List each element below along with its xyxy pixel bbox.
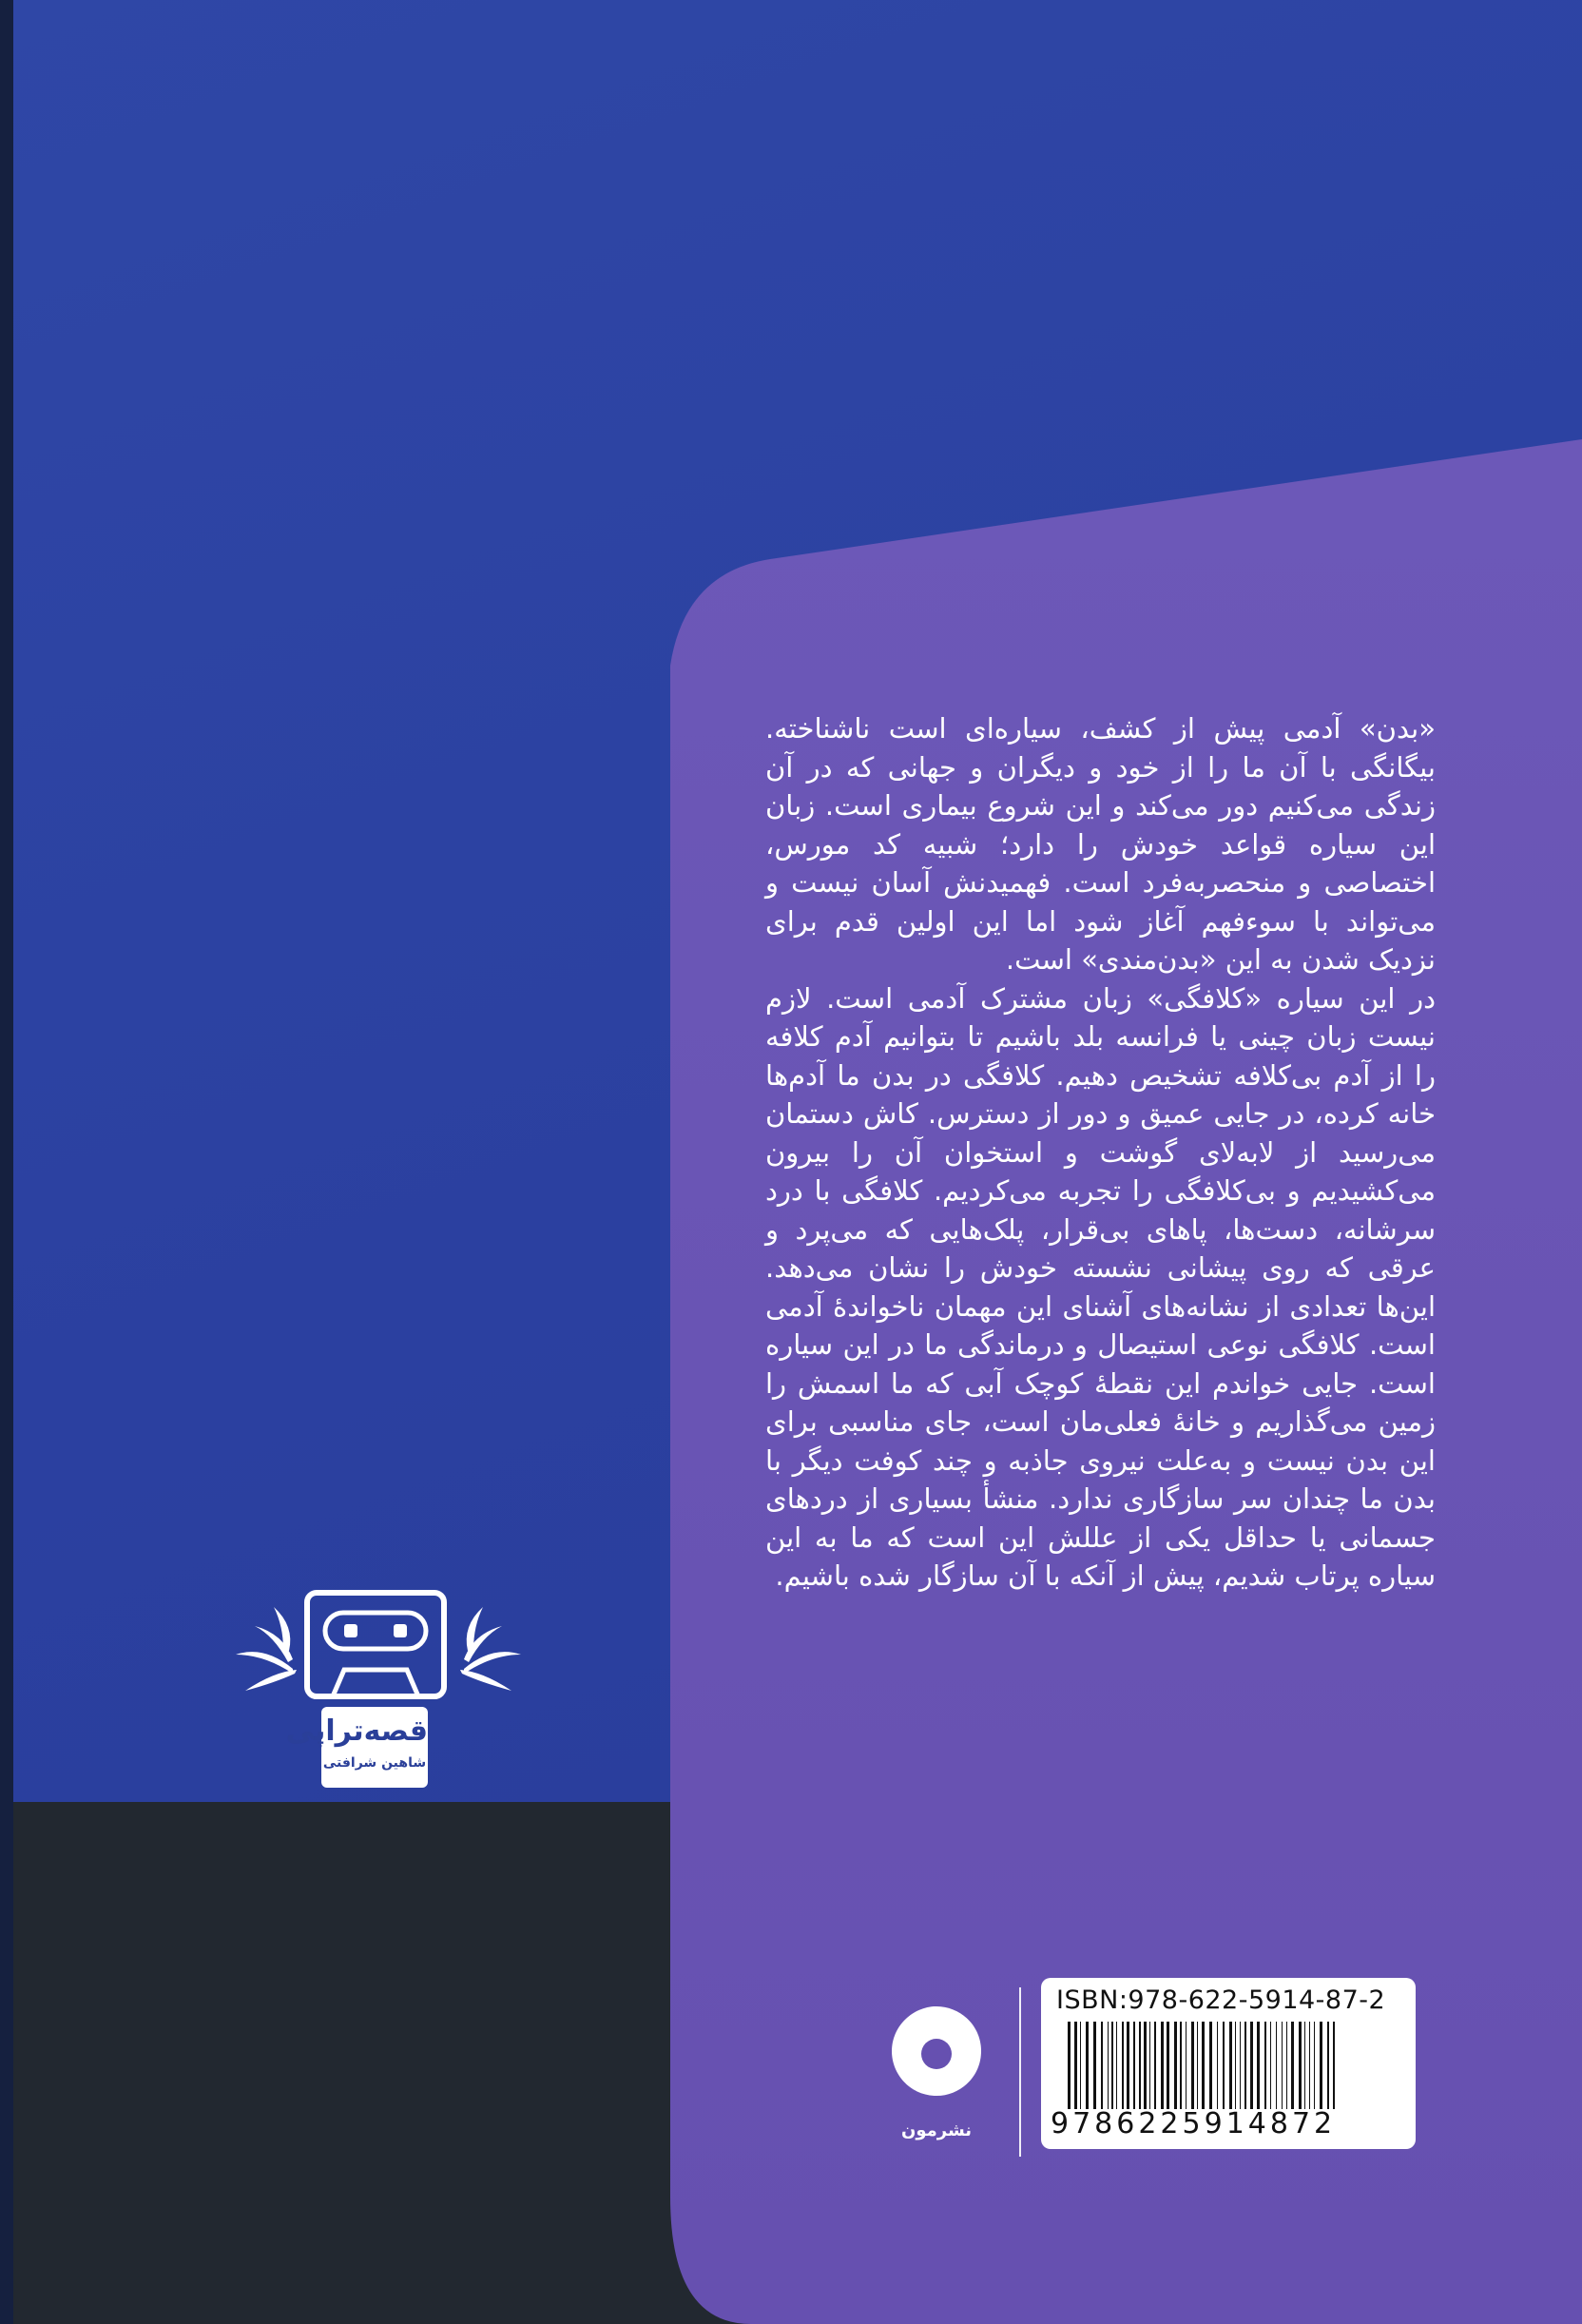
barcode-bar bbox=[1276, 2022, 1277, 2109]
barcode-bar bbox=[1270, 2022, 1271, 2109]
barcode-bar bbox=[1116, 2022, 1117, 2109]
barcode-bar bbox=[1304, 2022, 1305, 2109]
barcode-bar bbox=[1240, 2022, 1241, 2109]
barcode bbox=[1068, 2022, 1389, 2109]
barcode-bar bbox=[1101, 2022, 1103, 2109]
cassette-tape-icon bbox=[304, 1590, 447, 1699]
circle-mark-icon bbox=[884, 1999, 989, 2103]
barcode-bar bbox=[1314, 2022, 1315, 2109]
barcode-bar bbox=[1320, 2022, 1322, 2109]
barcode-bar bbox=[1229, 2022, 1232, 2109]
barcode-bar bbox=[1191, 2022, 1194, 2109]
barcode-bar bbox=[1127, 2022, 1129, 2109]
isbn-box bbox=[1041, 1978, 1416, 2149]
barcode-bar bbox=[1223, 2022, 1225, 2109]
barcode-bar bbox=[1209, 2022, 1212, 2109]
barcode-bar bbox=[1144, 2022, 1147, 2109]
barcode-bar bbox=[1068, 2022, 1071, 2109]
barcode-bar bbox=[1333, 2022, 1335, 2109]
series-author: شاهین شرافتی bbox=[322, 1755, 427, 1771]
barcode-bar bbox=[1286, 2022, 1287, 2109]
barcode-bar bbox=[1197, 2022, 1198, 2109]
blurb-paragraph-1: «بدن» آدمی پیش از کشف، سیاره‌ای است ناشناخته. بیگانگی با آن ما را از خود و دیگران و جهانی که در آن زندگی می‌کنیم دور می‌کند و این شروع بیماری است. زبان این سیاره قواعد خودش را دارد؛ شبیه کد مورس، اختصاصی و منحصربه‌فرد است. فهمیدنش آسان نیست و می‌تواند با سوءفهم آغاز شود اما این اولین قدم برای نزدیک شدن به این «بدن‌مندی» است. bbox=[765, 712, 1436, 976]
barcode-bar bbox=[1167, 2022, 1169, 2109]
barcode-bar bbox=[1161, 2022, 1164, 2109]
barcode-bar bbox=[1139, 2022, 1141, 2109]
barcode-bar bbox=[1122, 2022, 1124, 2109]
barcode-bar bbox=[1074, 2022, 1077, 2109]
barcode-bar bbox=[1080, 2022, 1081, 2109]
barcode-bar bbox=[1264, 2022, 1266, 2109]
barcode-bar bbox=[1244, 2022, 1246, 2109]
publisher-logo bbox=[875, 1997, 998, 2159]
publisher-name: نشرمون bbox=[900, 2121, 973, 2140]
barcode-bar bbox=[1154, 2022, 1156, 2109]
barcode-bar bbox=[1133, 2022, 1135, 2109]
barcode-digits: 9786225914872 bbox=[1051, 2107, 1337, 2140]
blurb-paragraph-2: در این سیاره «کلافگی» زبان مشترک آدمی است. لازم نیست زبان چینی یا فرانسه بلد باشیم تا بتوانیم آدم کلافه را از آدم بی‌کلافه تشخیص دهیم. کلافگی در بدن ما آدم‌ها خانه کرده، در جایی عمیق و دور از دسترس. کاش دستمان می‌رسید از لابه‌لای گوشت و استخوان آن را بیرون می‌کشیدیم و بی‌کلافگی را تجربه می‌کردیم. کلافگی با درد سرشانه، دست‌ها، پاهای بی‌قرار، پلک‌هایی که می‌پرد و عرقی که روی پیشانی نشسته خودش را نشان می‌دهد. این‌ها تعدادی از نشانه‌های آشنای این مهمان ناخواندهٔ آدمی است. کلافگی نوعی استیصال و درماندگی ما در این سیاره است. جایی خواندم این نقطهٔ کوچک آبی که ما اسمش را زمین می‌گذاریم و خانهٔ فعلی‌مان است، جای مناسبی برای این بدن نیست و به‌علت نیروی جاذبه و چند کوفت دیگر با بدن ما چندان سر سازگاری ندارد. منشأ بسیاری از دردهای جسمانی یا حداقل یکی از عللش این است که ما به این سیاره پرتاب شدیم، پیش از آنکه با آن سازگار شده باشیم. bbox=[765, 981, 1436, 1592]
blurb-text bbox=[765, 709, 1436, 1596]
barcode-bar bbox=[1235, 2022, 1236, 2109]
barcode-bar bbox=[1250, 2022, 1253, 2109]
barcode-bar bbox=[1202, 2022, 1205, 2109]
divider-line bbox=[1019, 1987, 1021, 2157]
barcode-bar bbox=[1309, 2022, 1310, 2109]
isbn-label: ISBN:978-622-5914-87-2 bbox=[1056, 1985, 1386, 2015]
barcode-bar bbox=[1149, 2022, 1150, 2109]
barcode-bar bbox=[1180, 2022, 1182, 2109]
barcode-bar bbox=[1093, 2022, 1096, 2109]
barcode-bar bbox=[1299, 2022, 1302, 2109]
barcode-bar bbox=[1282, 2022, 1283, 2109]
barcode-bar bbox=[1217, 2022, 1218, 2109]
barcode-bar bbox=[1086, 2022, 1089, 2109]
barcode-bar bbox=[1111, 2022, 1113, 2109]
barcode-bar bbox=[1291, 2022, 1294, 2109]
series-label bbox=[285, 1707, 428, 1788]
barcode-bar bbox=[1108, 2022, 1109, 2109]
barcode-bar bbox=[1257, 2022, 1260, 2109]
barcode-bar bbox=[1174, 2022, 1177, 2109]
series-logo bbox=[226, 1578, 531, 1807]
series-title: قصه‌تراپی bbox=[285, 1714, 428, 1748]
barcode-bar bbox=[1327, 2022, 1329, 2109]
